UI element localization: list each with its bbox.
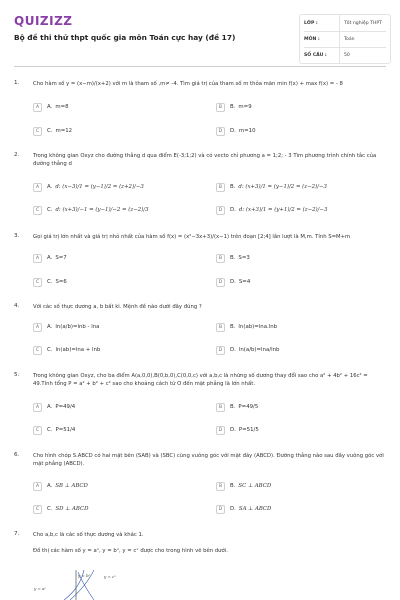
option-d[interactable] — [216, 344, 388, 356]
option-text: ln(ab)=lna.lnb — [238, 324, 278, 330]
option-box[interactable]: C — [33, 505, 42, 514]
option-letter: C. — [47, 128, 53, 134]
option-text: m=8 — [55, 104, 69, 110]
option-text: m=12 — [55, 128, 73, 134]
meta-row-subject — [304, 31, 386, 47]
exponential-graph — [34, 568, 134, 600]
option-letter: D. — [230, 427, 236, 433]
question-number: 4. — [14, 303, 20, 309]
option-b[interactable] — [216, 480, 388, 492]
question-number: 6. — [14, 452, 20, 458]
meta-row-question-count — [304, 47, 386, 63]
option-box[interactable]: B — [216, 183, 225, 192]
option-c[interactable] — [33, 204, 205, 216]
option-a[interactable] — [33, 480, 205, 492]
option-d[interactable] — [216, 424, 388, 436]
option-d[interactable] — [216, 125, 388, 137]
meta-label: SỐ CÂU : — [304, 53, 327, 58]
question-text: Với các số thực dương a, b bất kì. Mệnh đề nào dưới đây đúng ? — [33, 304, 202, 310]
option-text: P=49/4 — [55, 404, 76, 410]
option-text: P=49/5 — [238, 404, 259, 410]
label-y-b: y = bˣ — [78, 573, 91, 578]
option-box[interactable]: C — [33, 346, 42, 355]
question-text: Cho a,b,c là các số thực dương và khác 1. — [33, 532, 144, 538]
meta-value: Tốt nghiệp THPT — [339, 15, 386, 31]
option-b[interactable] — [216, 181, 388, 193]
option-letter: B. — [230, 483, 236, 489]
option-box[interactable]: D — [216, 278, 225, 287]
question-number: 1. — [14, 80, 20, 86]
option-text: SD ⊥ ABCD — [55, 506, 89, 512]
option-text: P=51/5 — [238, 427, 259, 433]
option-letter: A. — [47, 184, 53, 190]
option-letter: D. — [230, 128, 236, 134]
option-letter: D. — [230, 207, 236, 213]
option-letter: D. — [230, 506, 236, 512]
question-subtext: Đồ thị các hàm số y = aˣ, y = bˣ, y = cˣ được cho trong hình vẽ bên dưới. — [33, 548, 228, 554]
option-box[interactable]: D — [216, 127, 225, 136]
option-box[interactable]: A — [33, 323, 42, 332]
worksheet-header — [0, 0, 400, 70]
option-letter: C. — [47, 279, 53, 285]
option-box[interactable]: A — [33, 103, 42, 112]
question-number: 7. — [14, 531, 20, 537]
option-letter: C. — [47, 207, 53, 213]
option-a[interactable] — [33, 101, 205, 113]
option-b[interactable] — [216, 401, 388, 413]
option-c[interactable] — [33, 276, 205, 288]
option-b[interactable] — [216, 252, 388, 264]
option-text: ln(a/b)=lnb - lna — [55, 324, 100, 330]
label-y-a: y = aˣ — [34, 586, 46, 591]
option-text: d: (x+3)/−1 = (y−1)/−2 = (z−2)/3 — [55, 207, 149, 213]
option-box[interactable]: A — [33, 183, 42, 192]
question-number: 5. — [14, 372, 20, 378]
option-letter: A. — [47, 324, 53, 330]
question-text: Cho hàm số y = (x−m)/(x+2) với m là tham số ,m≠ -4. Tìm giá trị của tham số m thỏa mãn min f(x) + max f(x) = - 8 — [33, 81, 343, 87]
option-b[interactable] — [216, 321, 388, 333]
option-a[interactable] — [33, 252, 205, 264]
meta-value: Toán — [339, 32, 386, 47]
option-box[interactable]: A — [33, 254, 42, 263]
question-text: Trong không gian Oxyz, cho ba điểm A(a,0,0),B(0,b,0),C(0,0,c) với a,b,c là những số dương thay đổi sao cho a² + 4b² + 16c² = 49.Tính tổng P = a² + b² + c² sao cho khoảng cách từ O đến mặt phẳng là lớn nhất. — [33, 373, 368, 387]
option-letter: A. — [47, 255, 53, 261]
option-text: d: (x−3)/1 = (y−1)/2 = (z+2)/−3 — [55, 184, 144, 190]
option-d[interactable] — [216, 503, 388, 515]
option-box[interactable]: C — [33, 426, 42, 435]
option-letter: C. — [47, 427, 53, 433]
option-c[interactable] — [33, 344, 205, 356]
option-box[interactable]: D — [216, 426, 225, 435]
meta-label: MÔN : — [304, 37, 320, 42]
option-text: S=6 — [55, 279, 67, 285]
option-box[interactable]: C — [33, 206, 42, 215]
option-letter: B. — [230, 404, 236, 410]
option-letter: D. — [230, 347, 236, 353]
question-text: Gọi giá trị lớn nhất và giá trị nhỏ nhất của hàm số f(x) = (x²−3x+3)/(x−1) trên đoạn [2;4] lần lượt là M,m. Tính S=M+m — [33, 234, 351, 240]
option-letter: B. — [230, 255, 236, 261]
option-d[interactable] — [216, 204, 388, 216]
document-title: Bộ đề thi thử thpt quốc gia môn Toán cực hay (đề 17) — [14, 33, 236, 42]
option-box[interactable]: C — [33, 127, 42, 136]
option-box[interactable]: B — [216, 103, 225, 112]
option-text: SC ⊥ ABCD — [238, 483, 272, 489]
option-c[interactable] — [33, 424, 205, 436]
option-text: m=10 — [238, 128, 256, 134]
option-text: P=51/4 — [55, 427, 76, 433]
option-box[interactable]: B — [216, 254, 225, 263]
option-box[interactable]: C — [33, 278, 42, 287]
option-box[interactable]: D — [216, 206, 225, 215]
option-text: SA ⊥ ABCD — [238, 506, 272, 512]
option-c[interactable] — [33, 503, 205, 515]
option-text: S=3 — [238, 255, 250, 261]
question-number: 3. — [14, 233, 20, 239]
option-letter: A. — [47, 104, 53, 110]
option-letter: A. — [47, 404, 53, 410]
option-box[interactable]: B — [216, 323, 225, 332]
option-text: m=9 — [238, 104, 252, 110]
option-letter: C. — [47, 506, 53, 512]
question-number: 2. — [14, 152, 20, 158]
option-c[interactable] — [33, 125, 205, 137]
option-text: ln(a/b)=lna/lnb — [238, 347, 280, 353]
option-text: d: (x+3)/1 = (y+1)/2 = (z−2)/−3 — [238, 207, 328, 213]
option-text: SB ⊥ ABCD — [55, 483, 88, 489]
label-y-c: y = cˣ — [104, 574, 116, 579]
option-box[interactable]: A — [33, 403, 42, 412]
option-letter: D. — [230, 279, 236, 285]
question-text: Cho hình chóp S.ABCD có hai mặt bên (SAB) và (SBC) cùng vuông góc với mặt đáy (ABCD). Đường thẳng nào sau đây vuông góc với mặt phẳng (ABCD). — [33, 453, 384, 467]
option-letter: B. — [230, 184, 236, 190]
option-box[interactable]: D — [216, 505, 225, 514]
header-divider — [14, 66, 386, 67]
option-letter: B. — [230, 324, 236, 330]
option-b[interactable] — [216, 101, 388, 113]
question-text: Trong không gian Oxyz cho đường thẳng d qua điểm E(-3;1;2) và có vecto chỉ phương a = 1;2; - 3 Tìm phương trình chính tắc của đường thẳng d — [33, 153, 377, 167]
option-box[interactable]: A — [33, 482, 42, 491]
option-d[interactable] — [216, 276, 388, 288]
option-box[interactable]: B — [216, 482, 225, 491]
quizizz-logo: QUIZIZZ — [14, 14, 73, 28]
option-a[interactable] — [33, 181, 205, 193]
option-text: d: (x+3)/1 = (y−1)/2 = (z−2)/−3 — [238, 184, 327, 190]
meta-label: LỚP : — [304, 20, 318, 26]
option-letter: B. — [230, 104, 236, 110]
option-letter: A. — [47, 483, 53, 489]
meta-row-class — [304, 15, 386, 31]
option-box[interactable]: B — [216, 403, 225, 412]
option-text: S=7 — [55, 255, 67, 261]
option-text: S=4 — [238, 279, 251, 285]
option-text: ln(ab)=lna + lnb — [55, 347, 101, 353]
meta-info-box — [299, 14, 391, 64]
option-a[interactable] — [33, 321, 205, 333]
meta-value: 50 — [339, 48, 386, 63]
option-letter: C. — [47, 347, 53, 353]
option-a[interactable] — [33, 401, 205, 413]
option-box[interactable]: D — [216, 346, 225, 355]
